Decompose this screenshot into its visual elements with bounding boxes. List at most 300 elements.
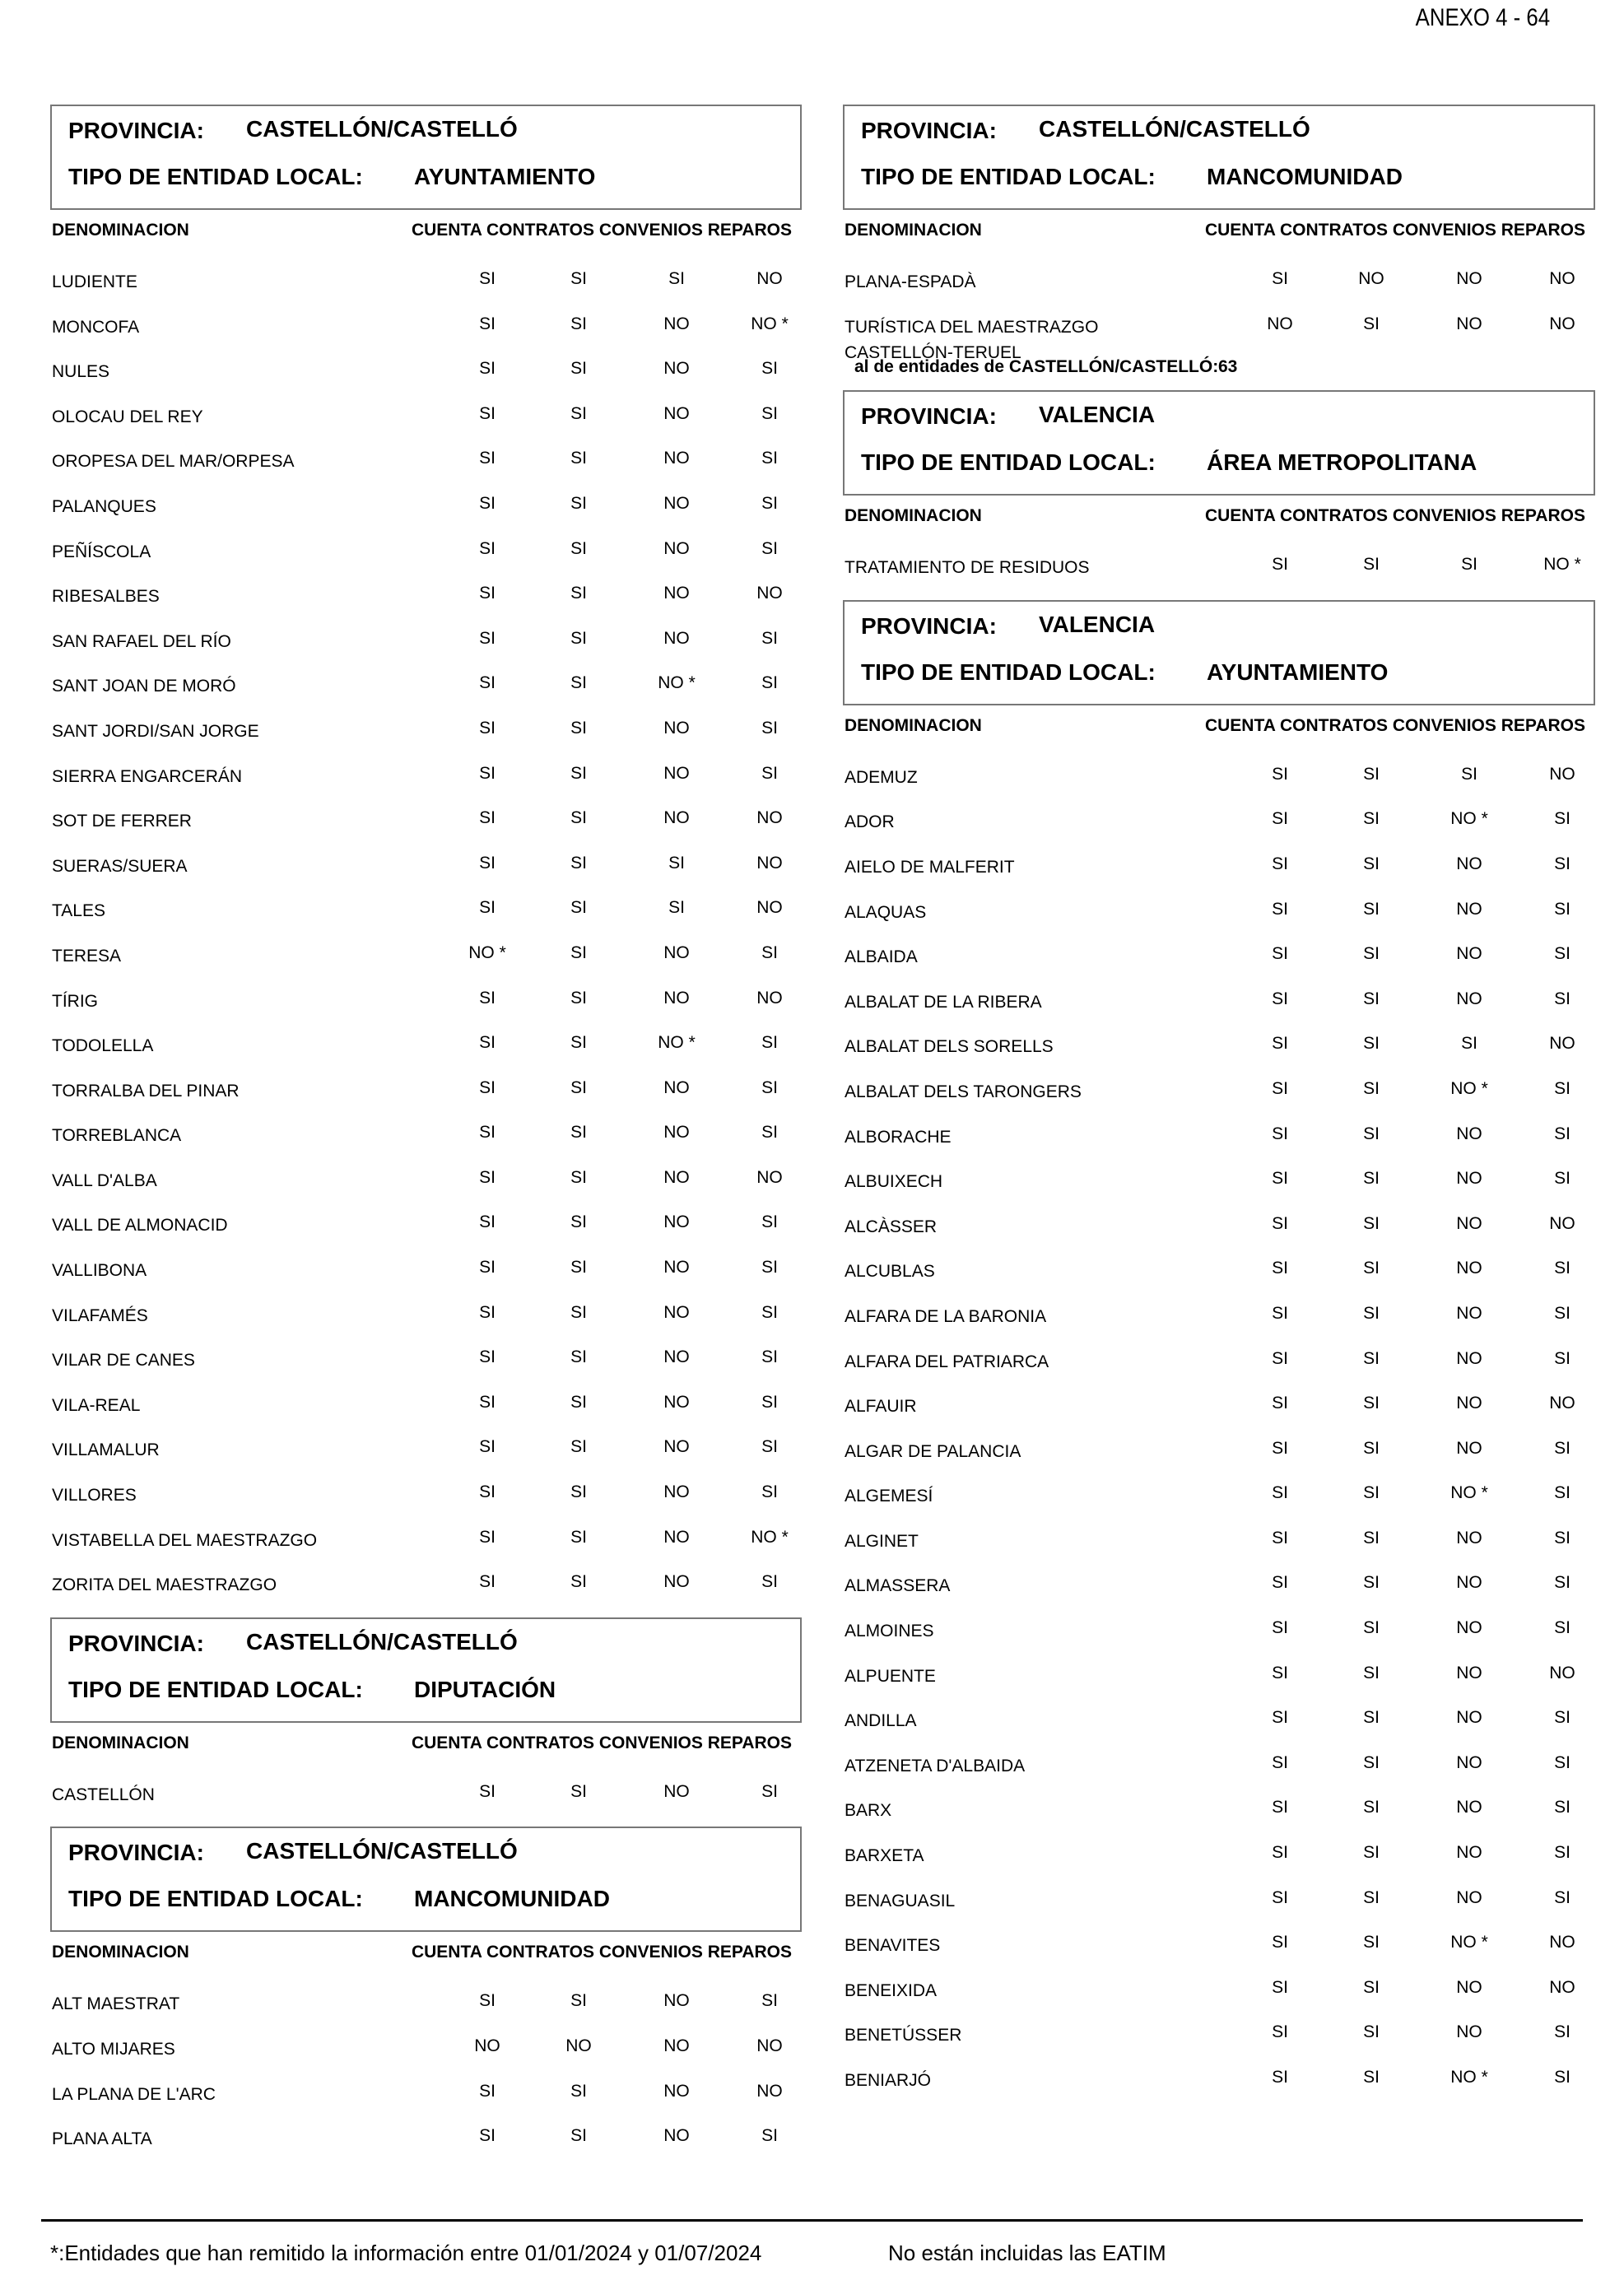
table-row: [50, 477, 802, 523]
cuenta-cell: SI: [479, 1258, 496, 1277]
contratos-cell: SI: [1363, 764, 1380, 784]
entity-name: ALCÀSSER: [845, 1217, 938, 1236]
table-row: [50, 1975, 802, 2020]
contratos-cell: SI: [570, 1167, 587, 1187]
convenios-cell: NO: [663, 493, 690, 513]
cuenta-cell: SI: [1272, 555, 1288, 575]
cuenta-cell: SI: [479, 2081, 496, 2101]
reparos-cell: SI: [1554, 1618, 1570, 1638]
cuenta-cell: SI: [479, 584, 496, 603]
table-row: [50, 1331, 802, 1376]
reparos-cell: NO: [756, 808, 783, 828]
cuenta-cell: SI: [479, 1123, 496, 1142]
contratos-cell: SI: [570, 942, 587, 962]
reparos-cell: NO: [1549, 1933, 1575, 1952]
table-row: [50, 612, 802, 658]
columns-header: CUENTA CONTRATOS CONVENIOS REPAROS: [1204, 506, 1585, 526]
entity-name: AIELO DE MALFERIT: [845, 857, 1015, 877]
reparos-cell: NO: [756, 2081, 783, 2101]
convenios-cell: NO: [663, 942, 690, 962]
contratos-cell: SI: [570, 1392, 587, 1412]
contratos-cell: SI: [1363, 1303, 1380, 1323]
contratos-cell: SI: [570, 1033, 587, 1053]
reparos-cell: SI: [1554, 1708, 1570, 1728]
footer-divider: [41, 2219, 1583, 2222]
contratos-cell: SI: [570, 1527, 587, 1547]
convenios-cell: NO: [663, 1212, 690, 1232]
table-row: [843, 1242, 1595, 1287]
provincia-label: PROVINCIA:: [861, 118, 997, 143]
contratos-cell: SI: [1363, 1348, 1380, 1368]
convenios-cell: NO *: [1450, 1933, 1488, 1952]
convenios-cell: NO: [1456, 944, 1482, 964]
table-row: [843, 1692, 1595, 1737]
convenios-cell: NO: [663, 808, 690, 828]
entity-name: ALGINET: [845, 1531, 919, 1551]
convenios-cell: NO: [1456, 269, 1482, 288]
reparos-cell: SI: [1554, 1303, 1570, 1323]
convenios-cell: NO: [1456, 854, 1482, 873]
table-row: [50, 567, 802, 612]
contratos-cell: SI: [570, 269, 587, 288]
contratos-cell: SI: [570, 763, 587, 783]
cuenta-cell: SI: [1272, 1438, 1288, 1458]
reparos-cell: SI: [761, 538, 778, 558]
cuenta-cell: SI: [1272, 2022, 1288, 2042]
entity-name: BENIARJÓ: [845, 2071, 932, 2090]
reparos-cell: NO: [1549, 314, 1575, 333]
contratos-cell: SI: [1363, 555, 1380, 575]
entity-name: ALBAIDA: [845, 947, 918, 967]
contratos-cell: SI: [1363, 854, 1380, 873]
entity-name: ALBALAT DELS SORELLS: [845, 1037, 1054, 1057]
reparos-cell: SI: [1554, 899, 1570, 919]
reparos-cell: SI: [1554, 1124, 1570, 1143]
convenios-cell: NO: [663, 718, 690, 738]
reparos-cell: SI: [761, 1572, 778, 1592]
reparos-cell: NO: [1549, 1213, 1575, 1233]
entity-name: BENEIXIDA: [845, 1980, 938, 2000]
reparos-cell: NO: [756, 853, 783, 873]
convenios-cell: NO: [663, 1527, 690, 1547]
convenios-cell: SI: [1461, 555, 1477, 575]
reparos-cell: SI: [1554, 854, 1570, 873]
contratos-cell: SI: [1363, 809, 1380, 829]
table-row: [843, 1647, 1595, 1692]
table-row: [50, 1556, 802, 1601]
entity-name: VALLIBONA: [52, 1261, 147, 1281]
cuenta-cell: SI: [479, 1527, 496, 1547]
cuenta-cell: SI: [1272, 1303, 1288, 1323]
reparos-cell: NO: [1549, 1394, 1575, 1413]
convenios-cell: NO: [663, 1991, 690, 2011]
contratos-cell: NO: [1358, 269, 1384, 288]
table-row: [50, 702, 802, 747]
right-column: [843, 105, 1595, 2097]
tipo-label: TIPO DE ENTIDAD LOCAL:: [68, 1886, 363, 1912]
cuenta-cell: SI: [1272, 764, 1288, 784]
columns-header: CUENTA CONTRATOS CONVENIOS REPAROS: [1204, 715, 1585, 735]
cuenta-cell: NO: [474, 2036, 500, 2055]
contratos-cell: SI: [1363, 1618, 1380, 1638]
contratos-cell: SI: [1363, 1259, 1380, 1278]
cuenta-cell: SI: [479, 673, 496, 693]
reparos-cell: SI: [1554, 1528, 1570, 1547]
reparos-cell: SI: [761, 718, 778, 738]
reparos-cell: SI: [761, 2126, 778, 2146]
contratos-cell: SI: [1363, 1483, 1380, 1503]
provincia-label: PROVINCIA:: [861, 403, 997, 430]
cuenta-cell: SI: [479, 1572, 496, 1592]
cuenta-cell: SI: [479, 403, 496, 423]
convenios-cell: NO: [663, 538, 690, 558]
cuenta-cell: SI: [479, 1212, 496, 1232]
table-row: [843, 2051, 1595, 2097]
reparos-cell: SI: [761, 449, 778, 468]
table-row: [50, 388, 802, 433]
reparos-cell: SI: [761, 1991, 778, 2011]
contratos-cell: SI: [570, 718, 587, 738]
table-row: [843, 838, 1595, 883]
entity-name: VILA-REAL: [52, 1395, 141, 1415]
cuenta-cell: SI: [1272, 1887, 1288, 1907]
contratos-cell: SI: [570, 1212, 587, 1232]
cuenta-cell: SI: [479, 359, 496, 379]
cuenta-cell: SI: [1272, 1394, 1288, 1413]
contratos-cell: SI: [570, 1437, 587, 1457]
entity-name: SANT JOAN DE MORÓ: [52, 677, 236, 696]
convenios-cell: NO: [663, 2036, 690, 2055]
contratos-cell: SI: [1363, 1213, 1380, 1233]
tipo-value: AYUNTAMIENTO: [1207, 659, 1389, 685]
contratos-cell: SI: [1363, 1528, 1380, 1547]
contratos-cell: SI: [570, 1077, 587, 1097]
convenios-cell: NO *: [1450, 809, 1488, 829]
table-row: [50, 1062, 802, 1107]
convenios-cell: NO: [663, 314, 690, 333]
convenios-cell: NO: [663, 1437, 690, 1457]
table-row: [843, 538, 1595, 584]
footer-note: *:Entidades que han remitido la información entre 01/01/2024 y 01/07/2024: [50, 2241, 762, 2265]
cuenta-cell: SI: [1272, 1034, 1288, 1054]
reparos-cell: NO *: [751, 1527, 789, 1547]
convenios-cell: NO: [1456, 1663, 1482, 1682]
convenios-cell: NO: [1456, 1348, 1482, 1368]
contratos-cell: SI: [570, 538, 587, 558]
contratos-cell: SI: [570, 1781, 587, 1801]
table-row: [843, 1737, 1595, 1782]
convenios-cell: NO *: [1450, 2068, 1488, 2087]
province-header-box: [843, 390, 1595, 496]
cuenta-cell: SI: [479, 1302, 496, 1322]
provincia-value: VALENCIA: [1039, 611, 1156, 637]
cuenta-cell: SI: [1272, 269, 1288, 288]
contratos-cell: SI: [570, 1572, 587, 1592]
reparos-cell: SI: [761, 1212, 778, 1232]
entity-name: ANDILLA: [845, 1711, 917, 1731]
table-row: [50, 1152, 802, 1197]
convenios-cell: NO: [1456, 314, 1482, 333]
table-row: [50, 1511, 802, 1557]
cuenta-cell: SI: [1272, 899, 1288, 919]
entity-name: VILLAMALUR: [52, 1440, 160, 1460]
table-row: [843, 1017, 1595, 1063]
entity-name: VILLORES: [52, 1486, 137, 1505]
contratos-cell: SI: [1363, 314, 1380, 333]
entity-list: [843, 748, 1595, 2097]
cuenta-cell: SI: [1272, 2068, 1288, 2087]
table-header: [50, 210, 802, 253]
contratos-cell: SI: [1363, 1663, 1380, 1682]
province-header-box: [843, 600, 1595, 705]
cuenta-cell: NO *: [468, 942, 506, 962]
convenios-cell: NO: [1456, 1213, 1482, 1233]
table-row: [843, 1962, 1595, 2007]
reparos-cell: SI: [761, 942, 778, 962]
entity-list: [50, 1975, 802, 2154]
entity-name: VILAR DE CANES: [52, 1351, 195, 1371]
cuenta-cell: SI: [1272, 1663, 1288, 1682]
tipo-value: MANCOMUNIDAD: [414, 1886, 610, 1912]
cuenta-cell: SI: [1272, 1169, 1288, 1189]
table-row: [843, 973, 1595, 1018]
cuenta-cell: SI: [1272, 1573, 1288, 1593]
contratos-cell: NO: [565, 2036, 592, 2055]
contratos-cell: SI: [570, 449, 587, 468]
table-row: [843, 1827, 1595, 1872]
contratos-cell: SI: [1363, 2068, 1380, 2087]
convenios-cell: NO: [663, 1167, 690, 1187]
entity-name: TURÍSTICA DEL MAESTRAZGO CASTELLÓN-TERUEL: [845, 317, 1099, 362]
table-row: [50, 253, 802, 298]
convenios-cell: NO: [663, 1392, 690, 1412]
entity-name: TERESA: [52, 946, 122, 966]
contratos-cell: SI: [1363, 1438, 1380, 1458]
entity-list: [843, 538, 1595, 584]
entity-name: ALBUIXECH: [845, 1172, 943, 1192]
entity-name: ALBALAT DELS TARONGERS: [845, 1082, 1082, 1101]
table-row: [843, 298, 1595, 362]
entity-name: LA PLANA DE L'ARC: [52, 2084, 216, 2104]
total-row: [843, 342, 1595, 390]
reparos-cell: SI: [1554, 1438, 1570, 1458]
table-row: [843, 748, 1595, 793]
reparos-cell: SI: [1554, 2068, 1570, 2087]
contratos-cell: SI: [1363, 1887, 1380, 1907]
convenios-cell: NO: [663, 2126, 690, 2146]
contratos-cell: SI: [570, 359, 587, 379]
denominacion-header: DENOMINACION: [845, 506, 982, 526]
convenios-cell: NO: [1456, 1303, 1482, 1323]
cuenta-cell: SI: [1272, 1708, 1288, 1728]
contratos-cell: SI: [570, 2081, 587, 2101]
convenios-cell: NO: [663, 2081, 690, 2101]
reparos-cell: NO: [756, 898, 783, 918]
reparos-cell: SI: [761, 1347, 778, 1367]
table-row: [843, 928, 1595, 973]
table-row: [50, 747, 802, 793]
left-column: [50, 105, 802, 2155]
entity-name: SUERAS/SUERA: [52, 856, 188, 876]
entity-name: MONCOFA: [52, 317, 140, 337]
entity-name: ALFARA DEL PATRIARCA: [845, 1352, 1049, 1371]
convenios-cell: NO: [1456, 1438, 1482, 1458]
convenios-cell: SI: [1461, 764, 1477, 784]
table-row: [50, 1017, 802, 1062]
table-row: [50, 432, 802, 477]
contratos-cell: SI: [570, 898, 587, 918]
contratos-cell: SI: [570, 1482, 587, 1502]
cuenta-cell: SI: [479, 1991, 496, 2011]
entity-name: OLOCAU DEL REY: [52, 407, 203, 426]
convenios-cell: NO: [663, 763, 690, 783]
table-row: [843, 1333, 1595, 1378]
table-row: [50, 1766, 802, 1811]
convenios-cell: NO: [1456, 1752, 1482, 1772]
cuenta-cell: SI: [479, 314, 496, 333]
reparos-cell: SI: [1554, 809, 1570, 829]
entity-name: PEÑÍSCOLA: [52, 542, 151, 561]
convenios-cell: SI: [1461, 1034, 1477, 1054]
reparos-cell: SI: [761, 673, 778, 693]
contratos-cell: SI: [1363, 1752, 1380, 1772]
provincia-label: PROVINCIA:: [68, 1840, 204, 1866]
table-row: [843, 1152, 1595, 1198]
entity-name: ALAQUAS: [845, 902, 927, 922]
reparos-cell: NO: [756, 1167, 783, 1187]
columns-header: CUENTA CONTRATOS CONVENIOS REPAROS: [411, 221, 792, 240]
denominacion-header: DENOMINACION: [845, 221, 982, 240]
reparos-cell: SI: [761, 1482, 778, 1502]
table-row: [50, 657, 802, 702]
contratos-cell: SI: [570, 988, 587, 1008]
convenios-cell: NO: [1456, 1573, 1482, 1593]
reparos-cell: NO: [756, 988, 783, 1008]
cuenta-cell: SI: [1272, 1124, 1288, 1143]
cuenta-cell: SI: [1272, 1348, 1288, 1368]
table-row: [50, 342, 802, 388]
province-header-box: [50, 105, 802, 210]
convenios-cell: NO: [1456, 2022, 1482, 2042]
contratos-cell: SI: [570, 808, 587, 828]
reparos-cell: SI: [761, 493, 778, 513]
cuenta-cell: SI: [479, 763, 496, 783]
convenios-cell: NO: [663, 1347, 690, 1367]
reparos-cell: SI: [1554, 1259, 1570, 1278]
reparos-cell: SI: [1554, 2022, 1570, 2042]
convenios-cell: SI: [668, 269, 685, 288]
contratos-cell: SI: [570, 1258, 587, 1277]
province-header-box: [50, 1827, 802, 1932]
entity-name: ALGAR DE PALANCIA: [845, 1441, 1021, 1461]
cuenta-cell: SI: [1272, 1752, 1288, 1772]
table-row: [843, 1377, 1595, 1422]
cuenta-cell: SI: [1272, 1528, 1288, 1547]
convenios-cell: NO: [663, 1302, 690, 1322]
entity-name: ALFARA DE LA BARONIA: [845, 1306, 1047, 1326]
cuenta-cell: SI: [479, 1392, 496, 1412]
table-header: [843, 496, 1595, 538]
reparos-cell: SI: [761, 1302, 778, 1322]
entity-name: SOT DE FERRER: [52, 812, 192, 831]
tipo-value: MANCOMUNIDAD: [1207, 164, 1403, 189]
contratos-cell: SI: [1363, 944, 1380, 964]
cuenta-cell: SI: [479, 493, 496, 513]
tipo-value: DIPUTACIÓN: [414, 1676, 556, 1702]
province-header-box: [843, 105, 1595, 210]
table-row: [50, 1376, 802, 1422]
entity-name: BENAVITES: [845, 1936, 941, 1956]
reparos-cell: NO: [1549, 1977, 1575, 1997]
cuenta-cell: SI: [479, 2126, 496, 2146]
table-row: [50, 2110, 802, 2155]
table-header: [843, 210, 1595, 253]
contratos-cell: SI: [570, 673, 587, 693]
contratos-cell: SI: [1363, 1933, 1380, 1952]
convenios-cell: NO: [663, 1572, 690, 1592]
entity-name: ALCUBLAS: [845, 1262, 935, 1282]
table-row: [843, 2006, 1595, 2051]
entity-name: BARX: [845, 1801, 892, 1821]
contratos-cell: SI: [1363, 989, 1380, 1008]
cuenta-cell: SI: [479, 1033, 496, 1053]
entity-name: BENETÚSSER: [845, 2026, 962, 2045]
tipo-value: AYUNTAMIENTO: [414, 164, 596, 189]
cuenta-cell: SI: [479, 1781, 496, 1801]
entity-name: TODOLELLA: [52, 1036, 154, 1056]
entity-name: ATZENETA D'ALBAIDA: [845, 1756, 1026, 1775]
convenios-cell: NO: [1456, 1394, 1482, 1413]
provincia-value: CASTELLÓN/CASTELLÓ: [246, 116, 518, 142]
provincia-value: VALENCIA: [1039, 402, 1156, 428]
entity-name: ALT MAESTRAT: [52, 1994, 180, 2014]
contratos-cell: SI: [570, 2126, 587, 2146]
table-row: [50, 792, 802, 837]
convenios-cell: NO: [663, 1077, 690, 1097]
convenios-cell: NO: [1456, 1124, 1482, 1143]
entity-name: PALANQUES: [52, 496, 156, 516]
provincia-value: CASTELLÓN/CASTELLÓ: [246, 1838, 518, 1864]
cuenta-cell: SI: [1272, 1933, 1288, 1952]
contratos-cell: SI: [1363, 1124, 1380, 1143]
reparos-cell: NO: [1549, 1034, 1575, 1054]
entity-name: ALPUENTE: [845, 1666, 936, 1686]
provincia-value: CASTELLÓN/CASTELLÓ: [246, 1628, 518, 1654]
convenios-cell: NO: [663, 403, 690, 423]
entity-name: ADOR: [845, 812, 895, 832]
cuenta-cell: SI: [479, 1437, 496, 1457]
tipo-label: TIPO DE ENTIDAD LOCAL:: [68, 164, 363, 189]
entity-name: TALES: [52, 901, 105, 921]
reparos-cell: SI: [761, 1077, 778, 1097]
contratos-cell: SI: [1363, 899, 1380, 919]
reparos-cell: SI: [1554, 1887, 1570, 1907]
columns-header: CUENTA CONTRATOS CONVENIOS REPAROS: [1204, 221, 1585, 240]
entity-name: ADEMUZ: [845, 767, 918, 787]
convenios-cell: NO: [663, 1482, 690, 1502]
contratos-cell: SI: [570, 1991, 587, 2011]
table-row: [50, 972, 802, 1017]
contratos-cell: SI: [1363, 1394, 1380, 1413]
table-row: [50, 1241, 802, 1287]
cuenta-cell: SI: [1272, 1078, 1288, 1098]
convenios-cell: SI: [668, 853, 685, 873]
entity-name: TORREBLANCA: [52, 1126, 182, 1146]
convenios-cell: NO: [1456, 1259, 1482, 1278]
cuenta-cell: SI: [1272, 1483, 1288, 1503]
table-row: [50, 882, 802, 927]
cuenta-cell: SI: [479, 988, 496, 1008]
